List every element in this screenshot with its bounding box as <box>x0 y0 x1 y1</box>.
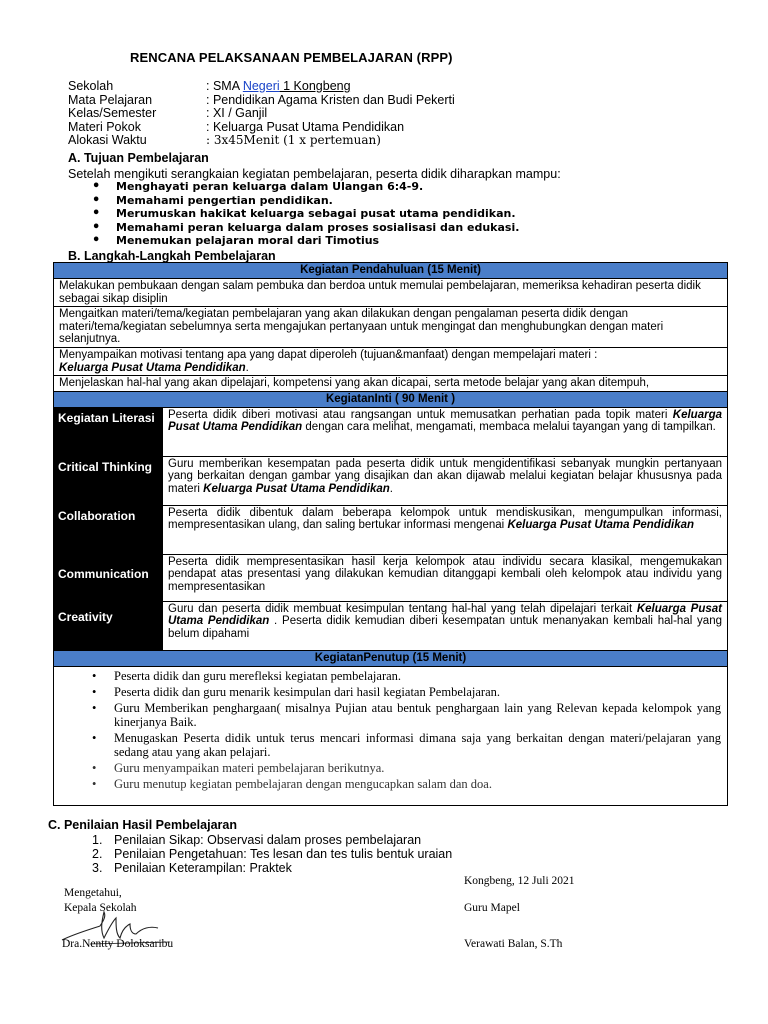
info-row-kelas <box>68 107 455 121</box>
pendahuluan-bold: Keluarga Pusat Utama Pendidikan <box>59 361 246 374</box>
pendahuluan-header: Kegiatan Pendahuluan (15 Menit) <box>54 263 727 279</box>
info-label: Sekolah <box>68 79 114 93</box>
info-row-mapel <box>68 94 455 108</box>
goal-item: • Memahami peran keluarga dalam proses sosialisasi dan edukasi. <box>92 221 519 235</box>
info-value: : Pendidikan Agama Kristen dan Budi Pekerti <box>206 92 455 107</box>
section-a-intro: Setelah mengikuti serangkaian kegiatan pembelajaran, peserta didik diharapkan mampu: <box>68 167 561 181</box>
learning-steps-table <box>53 262 728 806</box>
guru-mapel-label: Guru Mapel <box>464 902 520 914</box>
assessment-text: Penilaian Pengetahuan: Tes lesan dan tes tulis bentuk uraian <box>114 847 453 862</box>
inti-text <box>163 602 727 650</box>
goal-item: • Merumuskan hakikat keluarga sebagai pusat utama pendidikan. <box>92 207 519 221</box>
kepala-sekolah-label: Kepala Sekolah <box>64 902 137 914</box>
inti-text <box>163 555 727 601</box>
info-block <box>68 80 455 148</box>
section-c-heading: C. Penilaian Hasil Pembelajaran <box>48 818 237 832</box>
place-date: Kongbeng, 12 Juli 2021 <box>464 875 575 887</box>
assessment-item <box>92 847 452 861</box>
inti-text-bold: Keluarga Pusat Utama Pendidikan <box>168 602 722 628</box>
inti-label: Critical Thinking <box>54 457 163 505</box>
inti-text-bold: Keluarga Pusat Utama Pendidikan <box>203 482 390 495</box>
penutup-item: • Guru Memberikan penghargaan( misalnya Pujian atau bentuk penghargaan lain yang Relevan kepada kelompok yang kinerjanya Baik. <box>92 701 721 729</box>
assessment-number: 1. <box>92 833 103 847</box>
inti-label: Collaboration <box>54 506 163 554</box>
penutup-item: • Peserta didik dan guru merefleksi kegiatan pembelajaran. <box>92 669 721 683</box>
pendahuluan-text: Mengaitkan materi/tema/kegiatan pembelajaran yang akan dilakukan dengan pengalaman peserta didik dengan materi/tema/kegiatan sebelumnya serta mengajukan pertanyaan untuk mengingat dan menghubungkan dengan materi selanjutnya. <box>59 308 664 346</box>
assessment-item <box>92 833 452 847</box>
penutup-item: • Guru menyampaikan materi pembelajaran berikutnya. <box>92 761 721 775</box>
kepala-sekolah-name: Dra.Nentty Doloksaribu <box>62 938 174 950</box>
pendahuluan-text: Melakukan pembukaan dengan salam pembuka dan berdoa untuk memulai pembelajaran, memeriksa kehadiran peserta didik sebagai sikap disiplin <box>59 280 701 305</box>
info-label: Materi Pokok <box>68 119 141 134</box>
document-title: RENCANA PELAKSANAAN PEMBELAJARAN (RPP) <box>130 50 453 65</box>
pendahuluan-row <box>54 376 727 392</box>
pendahuluan-text: Menjelaskan hal-hal yang akan dipelajari, kompetensi yang akan dicapai, serta metode belajar yang akan ditempuh, <box>59 377 650 390</box>
inti-row-critical <box>54 457 727 506</box>
assessment-text: Penilaian Keterampilan: Praktek <box>114 861 292 876</box>
mengetahui-label: Mengetahui, <box>64 887 122 899</box>
inti-text-post: . <box>389 482 393 495</box>
inti-text-pre: Guru dan peserta didik membuat kesimpulan tentang hal-hal yang telah dipelajari terkait <box>168 602 637 615</box>
inti-text-bold: Keluarga Pusat Utama Pendidikan <box>168 408 722 434</box>
goal-item: • Menemukan pelajaran moral dari Timotius <box>92 234 519 248</box>
inti-text <box>163 408 727 456</box>
info-label: Kelas/Semester <box>68 106 157 121</box>
negeri-link[interactable]: Negeri <box>242 79 280 93</box>
penutup-item: • Peserta didik dan guru menarik kesimpulan dari hasil kegiatan Pembelajaran. <box>92 685 721 699</box>
info-value: : Keluarga Pusat Utama Pendidikan <box>206 119 405 134</box>
info-value-prefix: : SMA <box>206 79 243 93</box>
guru-mapel-name: Verawati Balan, S.Th <box>464 938 563 950</box>
info-label: Mata Pelajaran <box>68 92 153 107</box>
info-value-suffix: 1 Kongbeng <box>279 79 351 93</box>
pendahuluan-row <box>54 348 727 376</box>
info-value: : 3x45Menit (1 x pertemuan) <box>206 133 381 148</box>
inti-header: KegiatanInti ( 90 Menit ) <box>54 392 727 408</box>
inti-row-creativity <box>54 602 727 651</box>
pendahuluan-after: . <box>245 361 249 374</box>
assessment-text: Penilaian Sikap: Observasi dalam proses pembelajaran <box>114 833 422 847</box>
inti-text-post: . Peserta didik kemudian diberi kesempatan untuk menanyakan kembali hal-hal yang belum dipahami <box>168 615 722 640</box>
penutup-header: KegiatanPenutup (15 Menit) <box>54 651 727 667</box>
pendahuluan-row <box>54 307 727 348</box>
inti-row-literasi <box>54 408 727 457</box>
inti-row-collaboration <box>54 506 727 555</box>
pendahuluan-text: Menyampaikan motivasi tentang apa yang dapat diperoleh (tujuan&manfaat) dengan mempelajari materi : <box>59 348 598 361</box>
info-value <box>206 80 351 94</box>
penutup-item: • Menugaskan Peserta didik untuk terus mencari informasi dimana saja yang berkaitan dengan materi/pelajaran yang sedang atau yang akan pelajari. <box>92 731 721 759</box>
inti-label: Kegiatan Literasi <box>54 408 163 456</box>
inti-text-pre: Peserta didik mempresentasikan hasil kerja kelompok atau individu secara klasikal, mengemukakan pendapat atas presentasi yang dilakukan kemudian ditanggapi kembali oleh kelompok atau individu yang mempresentasikan <box>168 555 722 593</box>
penutup-list <box>92 669 721 791</box>
info-row-sekolah <box>68 80 455 94</box>
assessment-number: 2. <box>92 847 103 862</box>
inti-text-pre: Guru memberikan kesempatan pada peserta didik untuk mengidentifikasi sebanyak mungkin pertanyaan yang berkaitan dengan gambar yang disajikan dan akan dijawab melalui kegiatan belajar khususnya pada materi <box>168 457 722 495</box>
inti-text-pre: Peserta didik dibentuk dalam beberapa kelompok untuk mendiskusikan, mengumpulkan informasi, mempresentasikan ulang, dan saling bertukar informasi mengenai <box>168 506 722 532</box>
inti-row-communication <box>54 555 727 602</box>
inti-text <box>163 457 727 505</box>
inti-text-bold: Keluarga Pusat Utama Pendidikan <box>507 519 695 532</box>
section-b-heading: B. Langkah-Langkah Pembelajaran <box>68 249 276 263</box>
section-a-heading: A. Tujuan Pembelajaran <box>68 151 209 165</box>
penutup-cell <box>54 667 727 805</box>
inti-label: Creativity <box>54 602 163 650</box>
inti-text <box>163 506 727 554</box>
assessment-item <box>92 861 452 875</box>
penutup-item: • Guru menutup kegiatan pembelajaran dengan mengucapkan salam dan doa. <box>92 777 721 791</box>
info-value: : XI / Ganjil <box>206 106 268 121</box>
inti-text-post: dengan cara melihat, mengamati, membaca melalui tayangan yang di tampilkan. <box>302 421 716 434</box>
inti-label: Communication <box>54 555 163 601</box>
goal-item: • Memahami pengertian pendidikan. <box>92 194 519 208</box>
inti-text-pre: Peserta didik diberi motivasi atau rangsangan untuk memusatkan perhatian pada topik materi <box>168 408 673 421</box>
pendahuluan-row <box>54 279 727 307</box>
info-label: Alokasi Waktu <box>68 133 147 148</box>
info-row-alokasi <box>68 134 455 148</box>
goal-item: • Menghayati peran keluarga dalam Ulangan 6:4-9. <box>92 180 519 194</box>
info-row-materi <box>68 121 455 135</box>
goals-list <box>92 180 519 248</box>
assessment-list <box>92 833 452 876</box>
assessment-number: 3. <box>92 861 103 876</box>
